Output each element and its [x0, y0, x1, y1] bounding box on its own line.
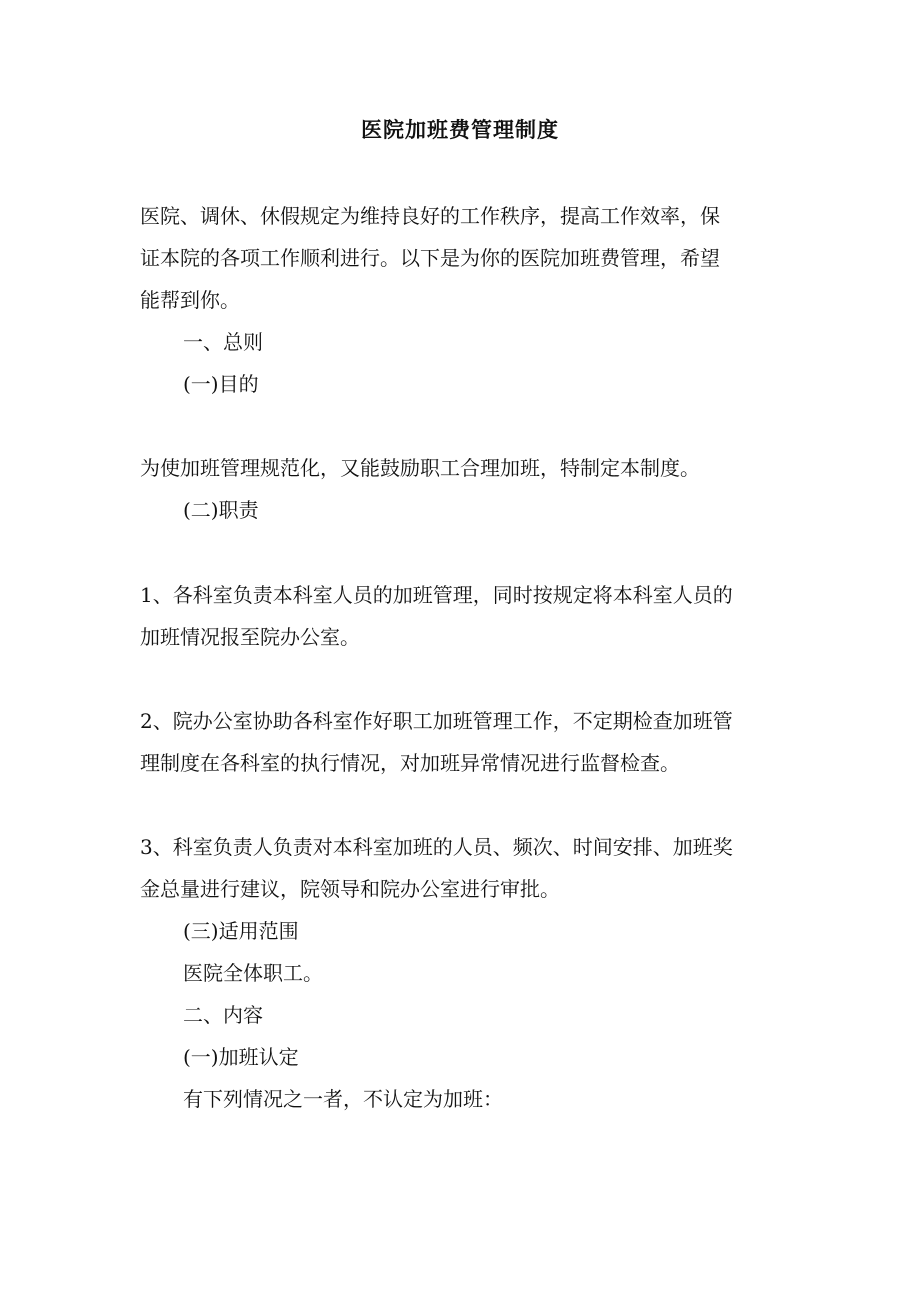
intro-line-1: 医院、调休、休假规定为维持良好的工作秩序，提高工作效率，保 [140, 204, 720, 228]
intro-line-3: 能帮到你。 [140, 288, 240, 312]
scope-text: 医院全体职工。 [183, 961, 323, 985]
section-heading-content: 二、内容 [183, 1003, 263, 1027]
duty-1-line-2: 加班情况报至院办公室。 [140, 625, 360, 649]
duty-1-line-1: 1、各科室负责本科室人员的加班管理，同时按规定将本科室人员的 [140, 583, 733, 607]
subsection-heading-duties: (二)职责 [183, 498, 259, 522]
duty-2-line-2: 理制度在各科室的执行情况，对加班异常情况进行监督检查。 [140, 751, 680, 775]
purpose-paragraph: 为使加班管理规范化，又能鼓励职工合理加班，特制定本制度。 [140, 456, 700, 480]
document-title: 医院加班费管理制度 [361, 117, 559, 142]
subsection-heading-scope: (三)适用范围 [183, 919, 299, 943]
duty-3-line-2: 金总量进行建议，院领导和院办公室进行审批。 [140, 877, 560, 901]
duty-3-line-1: 3、科室负责人负责对本科室加班的人员、频次、时间安排、加班奖 [140, 835, 733, 859]
duty-2-line-1: 2、院办公室协助各科室作好职工加班管理工作，不定期检查加班管 [140, 709, 733, 733]
subsection-heading-purpose: (一)目的 [183, 372, 259, 396]
overtime-recognition-text: 有下列情况之一者，不认定为加班： [183, 1087, 503, 1111]
section-heading-general: 一、总则 [183, 330, 263, 354]
subsection-heading-overtime-recognition: (一)加班认定 [183, 1045, 299, 1069]
intro-line-2: 证本院的各项工作顺利进行。以下是为你的医院加班费管理，希望 [140, 246, 720, 270]
